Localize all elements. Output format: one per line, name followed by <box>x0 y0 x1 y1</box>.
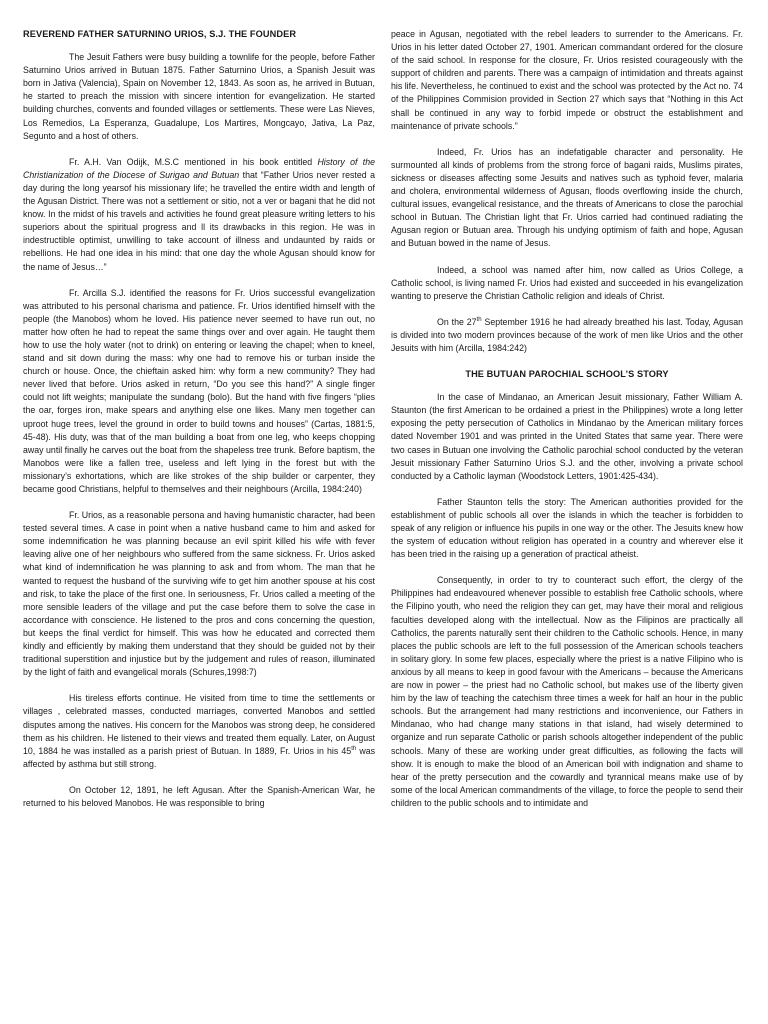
paragraph: Consequently, in order to try to counteract such effort, the clergy of the Philippines had endeavoured whenever possible to establish free Catholic schools, where the Filipino youth, who need the religion they can get, may have their moral and religious faculties developed along with the intellectual. Now as the Filipinos are practically all Catholics, the parents naturally sent their children to the Catholic schools. Hence, in many places the public schools are left to the full possession of the American schools teachers in solitary glory. In some few places, especially where the priest is a native Filipino who is anxious by all means to keep in good favour with the Americans – because the Americans are now in power – the priest had no Catholic school, but makes use of the liberty given him by the law of teaching the catechism three times a week for half an hour in the public schools. But the arrangement had many restrictions and inconvenience, our Fathers in Mindanao, who had change many stations in that island, had wisely determined to organize and run separate Catholic or parish schools altogether independent of the public schools. Many of these are working under great difficulties, as following the facts will show. It is enough to make the blood of an American boil with indignation and shame to hear of the pretty persecution and the cowardly and tyrannical means make use of by some of the local American commandments of the village, to force the people to send their children to the public schools and to intimidate and <box>391 575 743 808</box>
superscript: th <box>351 745 357 752</box>
text-run: On the 27 <box>437 316 477 327</box>
text-run: September 1916 he had already breathed his last. Today, Agusan is divided into two modern provinces because of the work of men like Urios and the other Jesuits with him (Arcilla, 1984:242) <box>391 316 743 353</box>
text-run: that “Father Urios never rested a day during the long yearsof his missionary life; he travelled the entire width and length of the Agusan District. There was not a settlement or sitio, not a ver or bagani that he did not know. In the midst of his travels and activities he found great pleasure writing letters to his superiors about the spiritual progress and ll its drawbacks in this region. He was in indestructible optimist, unwilling to take account of illness and undaunted by raids or rebellions. He had one idea in his mind: that one day the whole Agusan should know for the name of Jesus…” <box>23 169 375 272</box>
text-run: His tireless efforts continue. He visited from time to time the settlements or villages , celebrated masses, conducted marriages, converted Manobos and settled disputes among the natives. His concern for the Manobos was strong deep, he considered them as his children. He listened to their views and treated them equally. Later, on August 10, 1884 he was installed as a parish priest of Butuan. In 1889, Fr. Urios in his 45 <box>23 693 375 756</box>
superscript: th <box>476 316 482 323</box>
book-title: History of the Christianization of the Diocese of Surigao and Butuan <box>23 156 375 180</box>
section-heading-parochial-school: THE BUTUAN PAROCHIAL SCHOOL’S STORY <box>465 369 669 380</box>
paragraph: On October 12, 1891, he left Agusan. After the Spanish-American War, he returned to his beloved Manobos. He was responsible to bring <box>23 784 375 808</box>
paragraph: Fr. Arcilla S.J. identified the reasons for Fr. Urios successful evangelization was attributed to his personal charisma and patience. Fr. Urios identified himself with the people (the Manobos) whom he loved. His patience never seemed to have run out, no matter how often he had to repeat the same things over and over again. He taught them how to use the holy water (not to drink) on entering or leaving the chapel; when to kneel, stand and sit down during the mass: why one had to remove his or turban inside the church or house. Once, the chieftain asked him: why form a new community? They had never lived that before. Urios asked in return, “Do you see this hand?” A single finger could not lift weights; manipulate the sundang (bolo). But the hand with five fingers “plies the oar, forges iron, make spears and anything else one likes. Many men together can uproot huge trees, level the ground in order to build towns and houses” (Cartas, 1881:5, 45-48). His duty, was that of the man building a boat from one leg, who keeps chopping away until finally he carves out the boat from the shapeless tree trunk. Before baptism, the Manobos were like a fallen tree, useless and left lying in the forest but with the missionary’s exhortations, which are like strokes of the ship builder or carpenter, they became good Christians, helpful to themselves and their neighbours (Arcilla, 1984:240) <box>23 287 375 494</box>
paragraph <box>23 692 375 771</box>
text-run: was affected by asthma but still strong. <box>23 745 376 769</box>
paragraph: Father Staunton tells the story: The American authorities provided for the establishment of public schools all over the islands in which the teacher is forbidden to speak of any religion or influence his pupils in one way or the other. The Jesuits knew how the system of education without religion has operated in a country and wherever else it has been tried in the raising up a generation of practical atheist. <box>391 496 743 560</box>
paragraph: Fr. Urios, as a reasonable persona and having humanistic character, had been tested several times. A case in point when a native husband came to him and asked for some indemnification he was planning because an evil spirit killed his wife with fever leaving alive one of her neighbours who suffered from the same sickness. Fr. Urios asked what kind of indemnification he was planning to ask and from whom. The man that he wanted to request the husband of the surviving wife to get him another spouse at his cost and risk, to take the place of the first one. In seriousness, Fr. Urios called a meeting of the more sensible leaders of the village and put the case before them to solve the case in accordance with conscience. He listened to the pros and cons concerning the question, but keeps the final verdict for himself. This was how he educated and corrected them kindly and efficiently by making them understand that they should be guided not by their traditional superstition and injustice but by the judgement and rules of reason, illuminated by the light of faith and evangelical morals (Schures,1998:7) <box>23 510 375 678</box>
paragraph: Indeed, a school was named after him, now called as Urios College, a Catholic school, is living named Fr. Urios had existed and succeeded in his evangelization wanting to preserve the Christian Catholic religion and ideals of Christ. <box>391 264 743 301</box>
paragraph: Indeed, Fr. Urios has an indefatigable character and personality. He surmounted all kinds of problems from the strong force of bagani raids, Muslims pirates, sickness or diseases affecting some Jesuits and natives such as typhoid fever, malaria and cholera, environmental wilderness of Agusan, floods overflowing inside the church, cultural issues, evangelical resistance, and the threats of Americans to close the parochial school in Butuan. The Christian light that Fr. Urios carried had continued radiating the Agusan region or Butuan area. Through his undying optimism of faith and hope, Agusan and Butuan bowed in the name of Jesus. <box>391 146 743 249</box>
paragraph: The Jesuit Fathers were busy building a townlife for the people, before Father Saturnino Urios arrived in Butuan 1875. Father Saturnino Urios, a Spanish Jesuit was born in Jativa (Valencia), Spain on November 12, 1843. As soon as, he arrived in Butuan, he started to preach the mission with sincere intention for evangelization. He started building churches, convents and founded villages or settlements. These were Las Nieves, Los Remedios, La Esperanza, Guadalupe, Los Martires, Mongcayo, Jativa, La Paz, Segunto and a host of others. <box>23 52 375 141</box>
paragraph: peace in Agusan, negotiated with the rebel leaders to surrender to the Americans. Fr. Urios in his letter dated October 27, 1901. American commandant ordered for the closure of the said school. In response for the closure, Fr. Urios resisted courageously with the support of children and parents. There was a campaign of intimidation and threats against his life. Nevertheless, he continued to exist and the school was protected by the Act no. 74 of the Philippines Commision provided in Section 27 which says that “Nothing in this Act shall be continued in any way to forbid impede or obstruct the establishment and maintenance of private schools.” <box>391 29 743 131</box>
right-column <box>391 28 743 823</box>
left-column <box>23 28 375 823</box>
section-heading-founder: REVEREND FATHER SATURNINO URIOS, S.J. THE FOUNDER <box>23 29 297 39</box>
paragraph: In the case of Mindanao, an American Jesuit missionary, Father William A. Staunton (the first American to be ordained a priest in the Philippines) wrote a long letter exposing the petty persecution of Catholics in Mindanao by the American military forces dated November 1901 and was printed in the United States that same year. There were two cases in Butuan one involving the Catholic parochial school conducted by the veteran Jesuit missionary Father Saturnino Urios S.J. and the other, involving a private school conducted by a Catholic layman (Woodstock Letters, 1901:425-434). <box>391 392 743 481</box>
text-run: Fr. A.H. Van Odijk, M.S.C mentioned in his book entitled <box>69 156 318 167</box>
paragraph <box>23 156 375 274</box>
paragraph <box>391 316 743 355</box>
